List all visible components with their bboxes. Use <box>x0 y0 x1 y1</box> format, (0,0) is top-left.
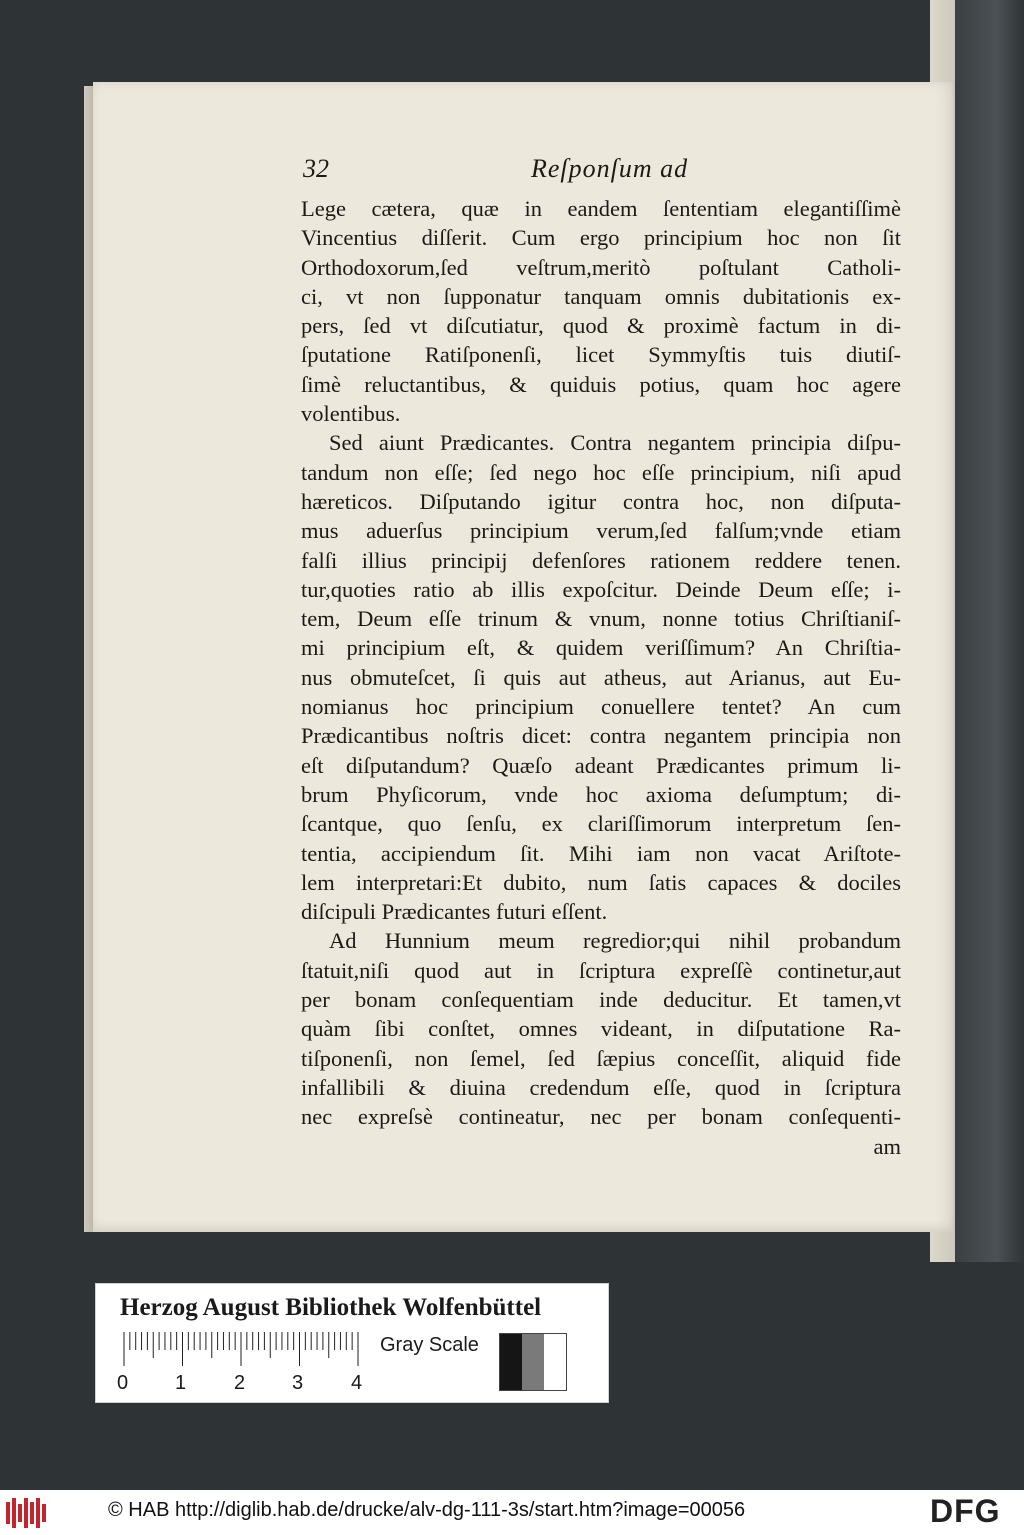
text-line: Orthodoxorum,ſed veſtrum,meritò poſtulant Catholi- <box>301 254 901 280</box>
text-line: Prædicantibus noſtris dicet: contra negantem principia non <box>301 723 901 749</box>
hab-bars-icon <box>6 1498 46 1528</box>
text-line: ſcantque, quo ſenſu, ex clariſſimorum interpretum ſen- <box>301 811 901 837</box>
color-reference-card <box>95 1283 609 1403</box>
scale-number-3: 3 <box>292 1372 304 1394</box>
scale-number-4: 4 <box>351 1372 363 1394</box>
ruler-scale <box>122 1332 362 1366</box>
text-line: tem, Deum eſſe trinum & vnum, nonne totius Chriſtianiſ- <box>301 606 901 632</box>
dfg-logo: DFG <box>930 1493 1001 1529</box>
viewer-footer <box>0 1490 1024 1535</box>
text-line: ſputatione Ratiſponenſi, licet Symmyſtis tuis diutiſ- <box>301 342 901 368</box>
text-line: per bonam conſequentiam inde deducitur. Et tamen,vt <box>301 987 901 1013</box>
text-line: diſcipuli Prædicantes futuri eſſent. <box>301 899 608 925</box>
text-line: infallibili & diuina credendum eſſe, quod in ſcriptura <box>301 1074 901 1100</box>
text-line: ſimè reluctantibus, & quiduis potius, quam hoc agere <box>301 371 901 397</box>
swatch-white <box>544 1334 566 1390</box>
copyright-link[interactable]: © HAB http://diglib.hab.de/drucke/alv-dg-111-3s/start.htm?image=00056 <box>108 1499 746 1521</box>
text-line: eſt diſputandum? Quæſo adeant Prædicantes primum li- <box>301 752 901 778</box>
text-line: Lege cætera, quæ in eandem ſententiam elegantiſſimè <box>301 196 901 221</box>
running-head: Reſponſum ad <box>531 154 689 183</box>
folio-number: 32 <box>303 154 329 183</box>
catchword: am <box>873 1133 901 1159</box>
text-line: tiſponenſi, non ſemel, ſed ſæpius conceſſit, aliquid fide <box>301 1045 901 1071</box>
text-line: tur,quoties ratio ab illis expoſcitur. Deinde Deum eſſe; i- <box>301 576 901 602</box>
gray-swatches <box>499 1333 567 1391</box>
book-cover-edge <box>955 0 1024 1262</box>
scale-number-0: 0 <box>117 1372 129 1394</box>
page-body-text <box>301 194 901 1161</box>
text-line: brum Phyſicorum, vnde hoc axioma deſumptum; di- <box>301 781 901 807</box>
text-line: mus aduerſus principium verum,ſed falſum;vnde etiam <box>301 518 901 544</box>
swatch-black <box>500 1334 522 1390</box>
text-line: tandum non eſſe; ſed nego hoc eſſe principium, niſi apud <box>301 459 901 485</box>
text-line: lem interpretari:Et dubito, num ſatis capaces & dociles <box>301 869 901 895</box>
text-line: falſi illius principij defenſores rationem reddere tenen. <box>301 547 901 573</box>
scale-number-2: 2 <box>234 1372 246 1394</box>
library-name: Herzog August Bibliothek Wolfenbüttel <box>120 1294 542 1321</box>
text-line: hæreticos. Diſputando igitur contra hoc, non diſputa- <box>301 488 901 514</box>
text-line: nus obmuteſcet, ſi quis aut atheus, aut Arianus, aut Eu- <box>301 664 901 690</box>
book-page <box>93 82 953 1232</box>
text-line: pers, ſed vt diſcutiatur, quod & proximè factum in di- <box>301 313 901 339</box>
swatch-gray <box>522 1334 544 1390</box>
text-line: Ad Hunnium meum regredior;qui nihil probandum <box>329 928 901 954</box>
page-header <box>303 154 803 194</box>
text-line: nomianus hoc principium conuellere tentet? An cum <box>301 694 901 720</box>
scale-number-1: 1 <box>175 1372 187 1394</box>
text-line: Vincentius diſſerit. Cum ergo principium hoc non ſit <box>301 225 901 251</box>
text-line: ſtatuit,niſi quod aut in ſcriptura expreſſè continetur,aut <box>301 957 901 983</box>
gray-scale-label: Gray Scale <box>380 1334 479 1356</box>
text-line: tentia, accipiendum ſit. Mihi iam non vacat Ariſtote- <box>301 840 901 866</box>
text-line: quàm ſibi conſtet, omnes videant, in diſputatione Ra- <box>301 1016 901 1042</box>
text-line: volentibus. <box>301 401 401 427</box>
text-line: mi principium eſt, & quidem veriſſimum? An Chriſtia- <box>301 635 901 661</box>
text-line: ci, vt non ſupponatur tanquam omnis dubitationis ex- <box>301 283 901 309</box>
text-line: nec expreſsè contineatur, nec per bonam conſequenti- <box>301 1104 901 1130</box>
text-line: Sed aiunt Prædicantes. Contra negantem principia diſpu- <box>329 430 901 456</box>
